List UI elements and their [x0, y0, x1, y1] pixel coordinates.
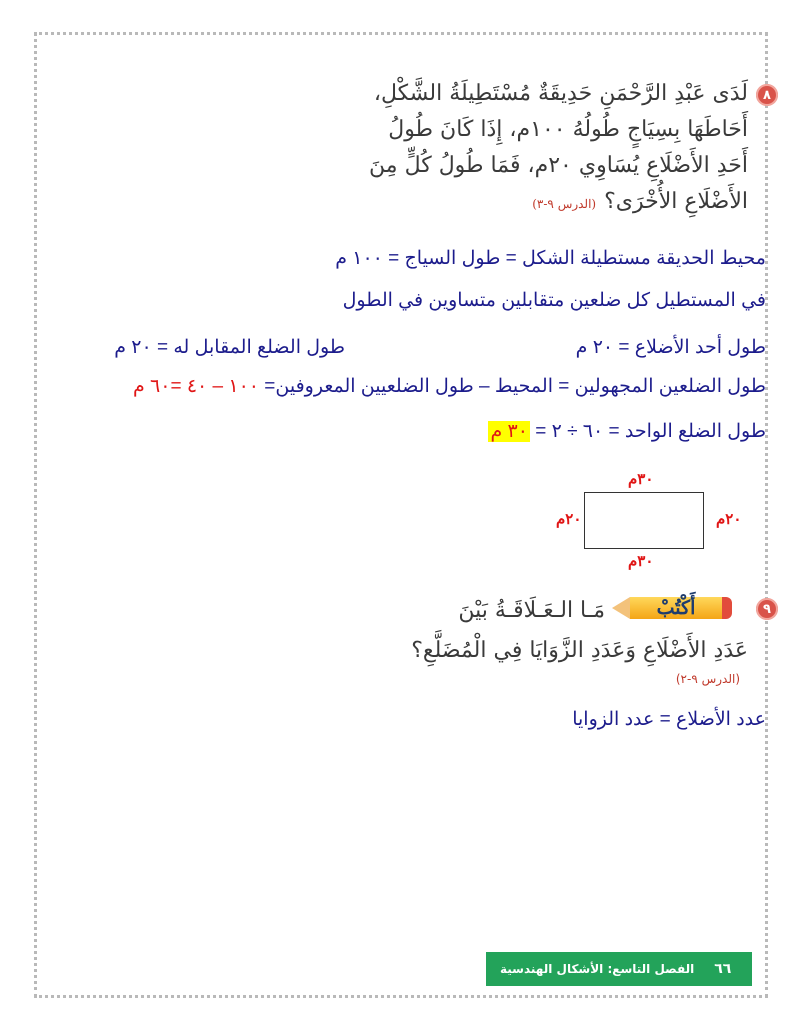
answer-line-1: محيط الحديقة مستطيلة الشكل = طول السياج = ١٠٠ م	[335, 248, 766, 269]
answer-line-3b: طول الضلع المقابل له = ٢٠ م	[114, 337, 345, 358]
question-9-badge: ٩	[756, 598, 778, 620]
write-pencil-banner	[612, 597, 732, 619]
question-8-line-2: أَحَاطَهَا بِسِيَاجٍ طُولُهُ ١٠٠م، إِذَا كَانَ طُولُ	[388, 117, 748, 142]
question-8-line-4: الأَضْلَاعِ الأُخْرَى؟(الدرس ٩-٣)	[532, 189, 748, 214]
question-9-line-2: عَدَدِ الأَضْلَاعِ وَعَدَدِ الزَّوَايَا فِي الْمُضَلَّعِ؟	[411, 638, 748, 663]
answer-highlight: ٣٠ م	[490, 421, 528, 442]
lesson-ref-8: (الدرس ٩-٣)	[532, 197, 597, 211]
diagram-left-label: ٢٠م	[556, 511, 582, 528]
chapter-title: الفصل التاسع: الأشكال الهندسية	[500, 962, 695, 976]
pencil-eraser-icon	[722, 597, 732, 619]
diagram-right-label: ٢٠م	[716, 511, 742, 528]
question-8-text	[328, 76, 748, 222]
question-8-badge: ٨	[756, 84, 778, 106]
answer-line-2: في المستطيل كل ضلعين متقابلين متساوين في الطول	[342, 290, 766, 311]
diagram-bottom-label: ٣٠م	[628, 553, 654, 570]
answer-line-4-result: ١٠٠ – ٤٠ =٦٠ م	[132, 376, 265, 397]
answer-9: عدد الأضلاع = عدد الزوايا	[572, 709, 766, 730]
pencil-tip-icon	[612, 597, 630, 619]
question-8-line-3: أَحَدِ الأَضْلَاعِ يُسَاوِي ٢٠م، فَمَا طُولُ كُلٍّ مِنَ	[369, 153, 748, 178]
question-8-line-1: لَدَى عَبْدِ الرَّحْمَنِ حَدِيقَةٌ مُسْتَطِيلَةُ الشَّكْلِ،	[373, 81, 748, 106]
lesson-ref-9: (الدرس ٩-٢)	[675, 672, 740, 686]
page-footer	[486, 952, 752, 986]
answer-line-4: طول الضلعين المجهولين = المحيط – طول الضلعيين المعروفين= ١٠٠ – ٤٠ =٦٠ م	[132, 376, 766, 397]
answer-line-5: طول الضلع الواحد = ٦٠ ÷ ٢ = ٣٠ م	[490, 421, 766, 442]
page-number: ٦٦	[714, 961, 732, 977]
diagram-top-label: ٣٠م	[628, 471, 654, 488]
answer-line-3a: طول أحد الأضلاع = ٢٠ م	[575, 337, 766, 358]
rectangle-diagram	[584, 492, 704, 549]
question-9-line-1: مَـا الـعَـلَاقَـةُ بَيْنَ	[458, 598, 605, 623]
pencil-label: أَكْتُبْ	[630, 597, 722, 619]
